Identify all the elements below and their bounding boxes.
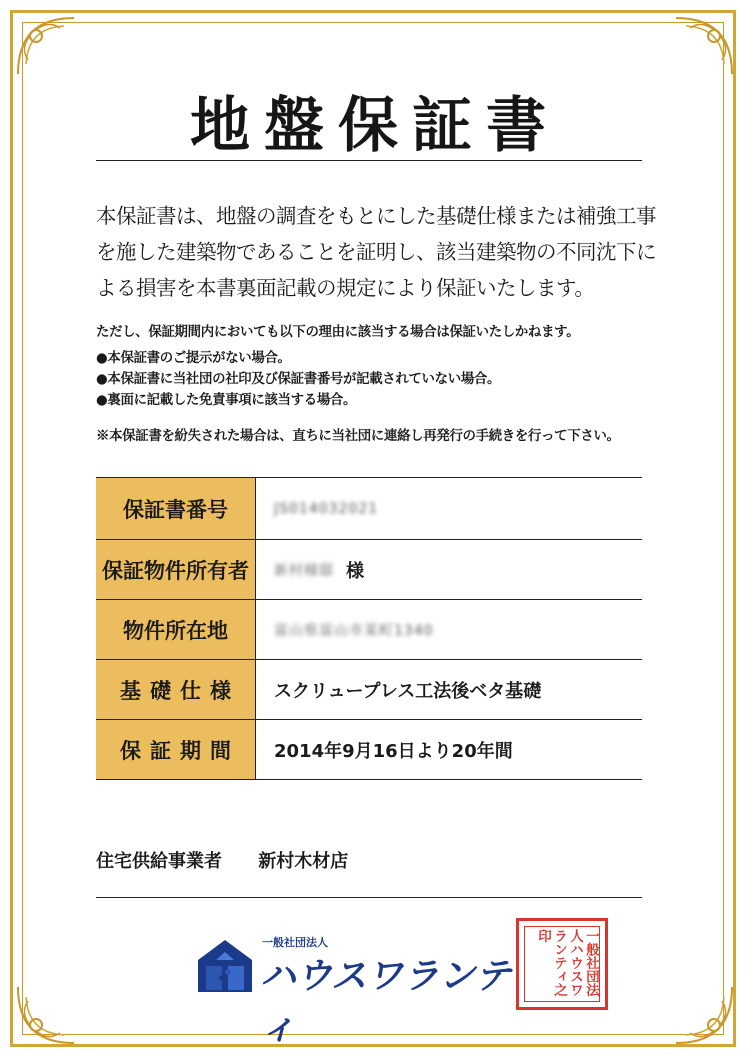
exclusion-item: ●本保証書に当社団の社印及び保証書番号が記載されていない場合。 <box>96 371 501 387</box>
corner-ornament-icon <box>666 14 736 84</box>
exclusion-list <box>96 348 656 411</box>
owner-honorific: 様 <box>346 560 364 582</box>
exclusion-lead: ただし、保証期間内においても以下の理由に該当する場合は保証いたしかねます。 <box>96 324 580 340</box>
supplier-divider <box>96 897 642 898</box>
corner-ornament-icon <box>666 977 736 1047</box>
row-value <box>256 540 642 599</box>
corner-ornament-icon <box>14 977 84 1047</box>
foundation-spec: スクリュープレス工法後ベタ基礎 <box>274 680 542 702</box>
corner-ornament-icon <box>14 14 84 84</box>
row-label: 保証物件所有者 <box>96 540 256 599</box>
table-row <box>96 600 642 660</box>
table-row <box>96 660 642 720</box>
supplier-label: 住宅供給事業者 <box>96 851 222 872</box>
exclusion-item: ●本保証書のご提示がない場合。 <box>96 350 291 366</box>
property-address: 富山県富山市某町1340 <box>274 622 434 639</box>
supplier-line <box>96 847 348 873</box>
table-row <box>96 478 642 540</box>
certificate-number: JS014032021 <box>274 500 379 517</box>
table-row <box>96 720 642 780</box>
table-row <box>96 540 642 600</box>
page-title: 地盤保証書 <box>190 91 560 161</box>
exclusion-item: ●裏面に記載した免責事項に該当する場合。 <box>96 392 357 408</box>
logo-subtitle: 一般社団法人 <box>262 936 328 949</box>
company-seal <box>516 918 608 1010</box>
row-label: 物件所在地 <box>96 600 256 659</box>
company-logo <box>196 934 536 1048</box>
supplier-name: 新村木材店 <box>258 851 349 872</box>
lost-notice: ※本保証書を紛失された場合は、直ちに当社団に連絡し再発行の手続きを行って下さい。 <box>96 428 620 444</box>
row-value <box>256 478 642 539</box>
row-value <box>256 600 642 659</box>
owner-name: 新村様邸 <box>274 562 334 579</box>
exclusion-notes <box>96 322 656 447</box>
warranty-period: 2014年9月16日より20年間 <box>274 740 513 762</box>
intro-paragraph: 本保証書は、地盤の調査をもとにした基礎仕様または補強工事を施した建築物であることを証明し、該当建築物の不同沈下による損害を本書裏面記載の規定により保証いたします。 <box>96 204 656 300</box>
title-divider <box>96 160 642 161</box>
warranty-table <box>96 477 642 780</box>
row-label: 保証期間 <box>96 720 256 779</box>
row-label: 保証書番号 <box>96 478 256 539</box>
logo-name: ハウスワランティ <box>260 956 511 1048</box>
row-label: 基礎仕様 <box>96 660 256 719</box>
house-puzzle-icon <box>196 938 254 994</box>
seal-text: 一般社団法人ハウスワランティ之印 <box>535 929 599 997</box>
